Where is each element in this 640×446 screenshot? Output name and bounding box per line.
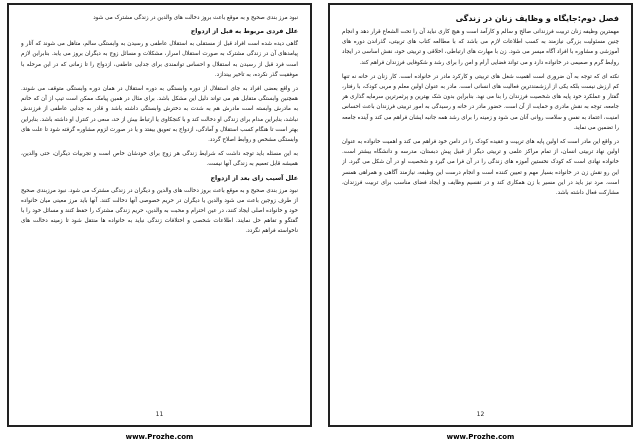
paragraph: در واقع این مادر است که اولین پایه های تربیت و عقیده کودک را در دامن خود فراهم می کند و اهمیت خانواده به عنوان اولین نهاد تربیتی انسان، از تمام مراکز علمی و تربیتی دیگر از قبیل پیش دبستان، مدرسه و دانشگاه بیشتر است. خانواده نهادی است که کودک نخستین آموزه های زندگی را در آن فرا می گیرد و شخصیت او در آن شکل می گیرد. از این رو نقش زن در خانواده بسیار مهم و تعیین کننده است و انجام درست این وظیفه، نیازمند آگاهی و همراهی همسر است. مرد نیز باید در این مسیر با زن همکاری کند و در تقسیم وظایف و ایجاد فضای مناسب برای تربیت فرزندان، مشارکت فعال داشته باشد. — [342, 139, 619, 197]
page-text-body — [342, 13, 619, 401]
document-page-right — [328, 3, 633, 427]
footer-website-link[interactable]: www.Prozhe.com — [446, 433, 515, 441]
page-number: 12 — [476, 411, 485, 418]
chapter-title: فصل دوم:جایگاه و وظایف زنان در زندگی — [455, 14, 619, 23]
paragraph: نبود مرز بندی صحیح و به موقع باعث بروز دخالت های والدین و دیگران در زندگی مشترک می شود. نبود مرزبندی صحیح از طرف زوجین باعث می شود والدین یا دیگران در حریم خصوصی آنها دخالت کنند. آنها باید مرز معینی میان خانواده خود و خانواده اصلی ایجاد کنند، در عین احترام و محبت به والدین، حریم زندگی مشترک را حفظ کنند و مسائل خود را با گفتگو و تفاهم حل نمایند. اطلاعات شخصی و اختلافات زندگی نباید به خانواده ها منتقل شود تا زمینه دخالت های ناخواسته فراهم نگردد. — [21, 187, 298, 235]
page-number: 11 — [155, 411, 164, 418]
section-heading: علل آسیب زای بعد از ازدواج — [210, 174, 298, 182]
paragraph: به این مسئله باید توجه داشت که شرایط زندگی هر زوج برای خودشان خاص است و تجربیات دیگران، حتی والدین، همیشه قابل تعمیم به زندگی آنها نیست. — [21, 151, 298, 168]
paragraph: مهمترین وظیفه زنان تربیت فرزندانی صالح و سالم و کارآمد است و هیچ کاری نباید آن را تحت الشعاع قرار دهد و انجام چنین مسئولیت بزرگی نیازمند به کسب اطلاعات لازم می باشد که با مطالعه کتاب های تربیتی، گذراندن دوره های آموزشی و مشاوره با افراد آگاه میسر می شود. زن با مهارت های ارتباطی، اخلاقی و تربیتی خود، نقش اساسی در ایجاد روابط گرم و صمیمی در خانواده دارد و می تواند فضایی آرام و امن را برای رشد و شکوفایی فرزندان فراهم کند. — [342, 29, 619, 66]
paragraph: گاهی دیده شده است افراد قبل از مستقلی به استقلال عاطفی و رسیدن به وابستگی سالم، متاهل می شوند که آثار و پیامدهای آن در زندگی مشترک به صورت استقلال اسرار، مشکلات و مسائل زوج به دیگران بروز می یابد. بنابراین لازم است فرد قبل از رسیدن به استقلال و احساس توانمندی برای جدایی عاطفی، ازدواج را تا زمانی که در این مرحله با موفقیت گذر نکرده، به تاخیر بیندازد. — [21, 41, 298, 78]
document-page-left — [7, 3, 312, 427]
paragraph: نکته ای که توجه به آن ضروری است اهمیت شغل های تربیتی و کارکرد مادر در خانواده است. کار زنان در خانه نه تنها کم ارزش نیست بلکه یکی از ارزشمندترین فعالیت های انسانی است. مادر به عنوان اولین معلم و مربی کودک، با رفتار، گفتار و عملکرد خود پایه های شخصیت فرزندان را بنا می نهد. بنابراین بدون شک بهترین و پرثمرترین سرمایه گذاری هر جامعه، توجه به نقش مادری و حمایت از آن است. حضور مادر در خانه و رسیدگی به امور تربیتی فرزندان باعث احساس امنیت، اعتماد به نفس و سلامت روانی آنان می شود و زمینه را برای رشد همه جانبه ایشان فراهم می کند و آینده جامعه را تضمین می نماید. — [342, 73, 619, 131]
footer-website-link[interactable]: www.Prozhe.com — [125, 433, 194, 441]
section-heading: علل فردی مربوط به قبل از ازدواج — [190, 28, 298, 36]
page-text-body — [21, 13, 298, 401]
paragraph: نبود مرز بندی صحیح و به موقع باعث بروز دخالت های والدین در زندگی مشترک می شود — [93, 15, 298, 21]
paragraph: در واقع بعضی افراد به جای استقلال از دوره وابستگی به دوره استقلال در همان دوره وابستگی متوقف می شوند. همچنین وابستگی متقابل هم می تواند دلیل این مشکل باشد. برای مثال در همین پیامک ممکن است تیپ از آن که خانم به مادرش وابسته است مادرش هم به شدت به دخترش وابستگی داشته باشد و قادر به جدایی عاطفی از فرزندش نباشد، بنابراین مدام برای زندگی او دخالت کند و با کنجکاوی یا ارتباط بیش از حد، سعی در کنترل او داشته باشد. بنابراین بهتر است تا هنگام کسب استقلال و آمادگی، ازدواج به تعویق بیفتد و یا در صورت لزوم مشاوره گرفته شود تا علت های وابستگی مشخص و روابط اصلاح گردد. — [21, 86, 298, 144]
